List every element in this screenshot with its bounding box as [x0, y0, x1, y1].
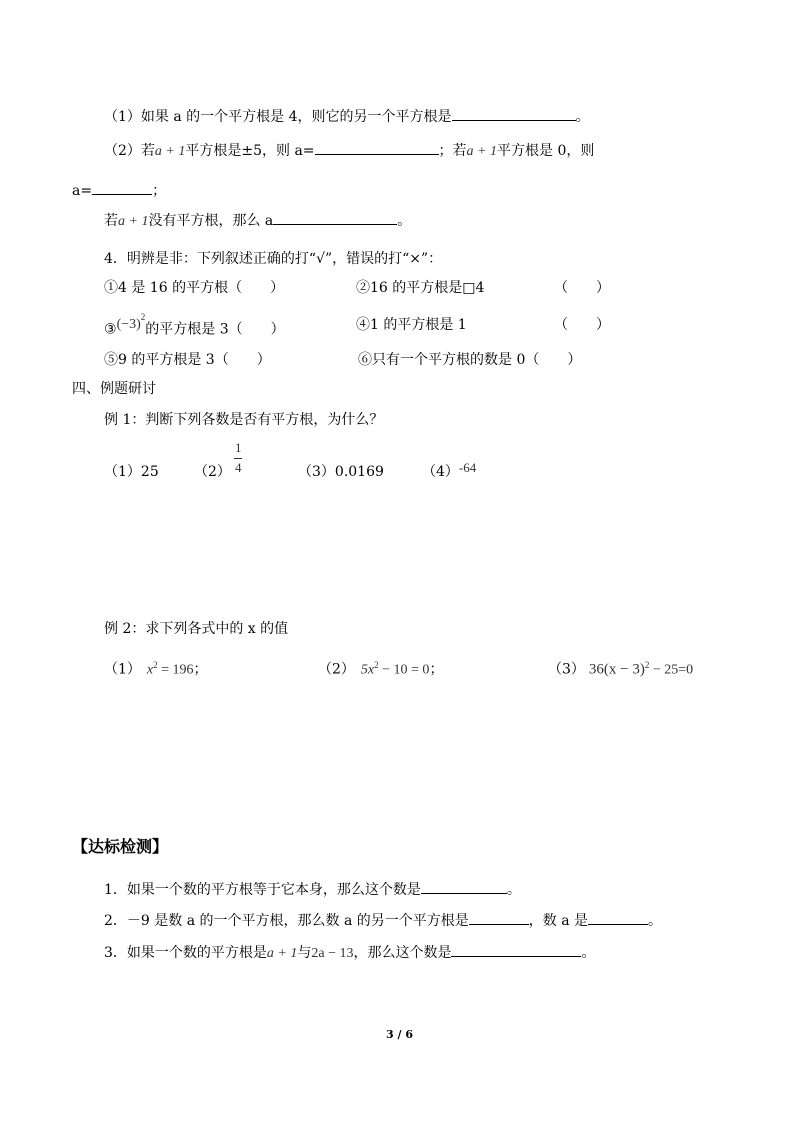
- judge-item-5: ⑤9 的平方根是 3（ ）: [104, 352, 271, 368]
- judge-item-2: ②16 的平方根是□4: [356, 280, 485, 296]
- answer-blank[interactable]: [588, 910, 648, 925]
- fraction-numerator: 1: [235, 440, 242, 455]
- math-expression: 36(x − 3): [588, 661, 645, 678]
- example-1-part-2: （2）: [194, 464, 231, 480]
- judge-item-1: ①4 是 16 的平方根（ ）: [104, 280, 285, 296]
- question-3: 若a + 1没有平方根，那么 a 。: [104, 210, 411, 231]
- answer-blank[interactable]: [421, 879, 507, 894]
- judge-item-4: ④1 的平方根是 1: [356, 317, 467, 333]
- question-4-title: 4．明辨是非：下列叙述正确的打“√”，错误的打“×”：: [104, 251, 443, 267]
- math-expression: a + 1: [118, 214, 149, 229]
- math-expression: a + 1: [466, 144, 497, 159]
- question-1: （1）如果 a 的一个平方根是 4，则它的另一个平方根是 。: [104, 106, 590, 126]
- answer-blank[interactable]: [451, 942, 581, 957]
- answer-blank[interactable]: [273, 210, 397, 225]
- math-expression: 2a − 13: [311, 946, 354, 961]
- example-2-title: 例 2：求下列各式中的 x 的值: [104, 621, 289, 637]
- example-1-part-3: （3）0.0169: [298, 464, 384, 480]
- section-title: 四、例题研讨: [72, 381, 156, 397]
- test-question-3: 3．如果一个数的平方根是a + 1与2a − 13，那么这个数是 。: [104, 942, 595, 963]
- example-2-part-1: （1） $x^2 = 196$；: [104, 660, 208, 678]
- judge-item-2-bracket: （ ）: [554, 280, 610, 296]
- fraction-bar: [234, 458, 242, 459]
- question-2-continued: a= ；: [72, 180, 166, 200]
- page-number: 3 / 6: [386, 1028, 413, 1041]
- test-section-title: 【达标检测】: [72, 837, 169, 856]
- math-expression: (−3): [116, 316, 141, 332]
- judge-item-3: $③(-3)^2$的平方根是 3（ ）: [104, 312, 285, 338]
- answer-blank[interactable]: [452, 106, 576, 121]
- example-2-part-3: （3） $36(x - 3)^2 - 25=0$: [548, 660, 694, 678]
- fraction: [234, 440, 244, 480]
- answer-blank[interactable]: [315, 140, 439, 155]
- example-1-title: 例 1：判断下列各数是否有平方根，为什么？: [104, 412, 384, 428]
- math-expression: x: [146, 662, 154, 678]
- math-expression: a + 1: [266, 946, 298, 961]
- test-question-2: 2．－9 是数 a 的一个平方根，那么数 a 的另一个平方根是 ，数 a 是 。: [104, 910, 662, 930]
- example-1-part-4: （4）-64: [422, 460, 477, 480]
- example-1-part-1: （1）25: [104, 464, 159, 480]
- question-2: （2）若a + 1平方根是±5，则 a= ；若a + 1平方根是 0，则: [104, 140, 594, 161]
- judge-item-4-bracket: （ ）: [554, 317, 610, 333]
- judge-item-6: ⑥只有一个平方根的数是 0（ ）: [358, 352, 582, 368]
- fraction-denominator: 4: [235, 460, 242, 475]
- math-expression: -64: [458, 460, 477, 475]
- example-2-part-2: （2） $5x^2 - 10 = 0$；: [318, 660, 444, 678]
- answer-blank[interactable]: [469, 910, 529, 925]
- math-expression: a + 1: [154, 144, 186, 159]
- test-question-1: 1．如果一个数的平方根等于它本身，那么这个数是 。: [104, 879, 521, 899]
- answer-blank[interactable]: [92, 180, 152, 195]
- question-1-text: （1）如果 a 的一个平方根是 4，则它的另一个平方根是: [104, 109, 452, 125]
- math-expression: 5x: [360, 662, 375, 678]
